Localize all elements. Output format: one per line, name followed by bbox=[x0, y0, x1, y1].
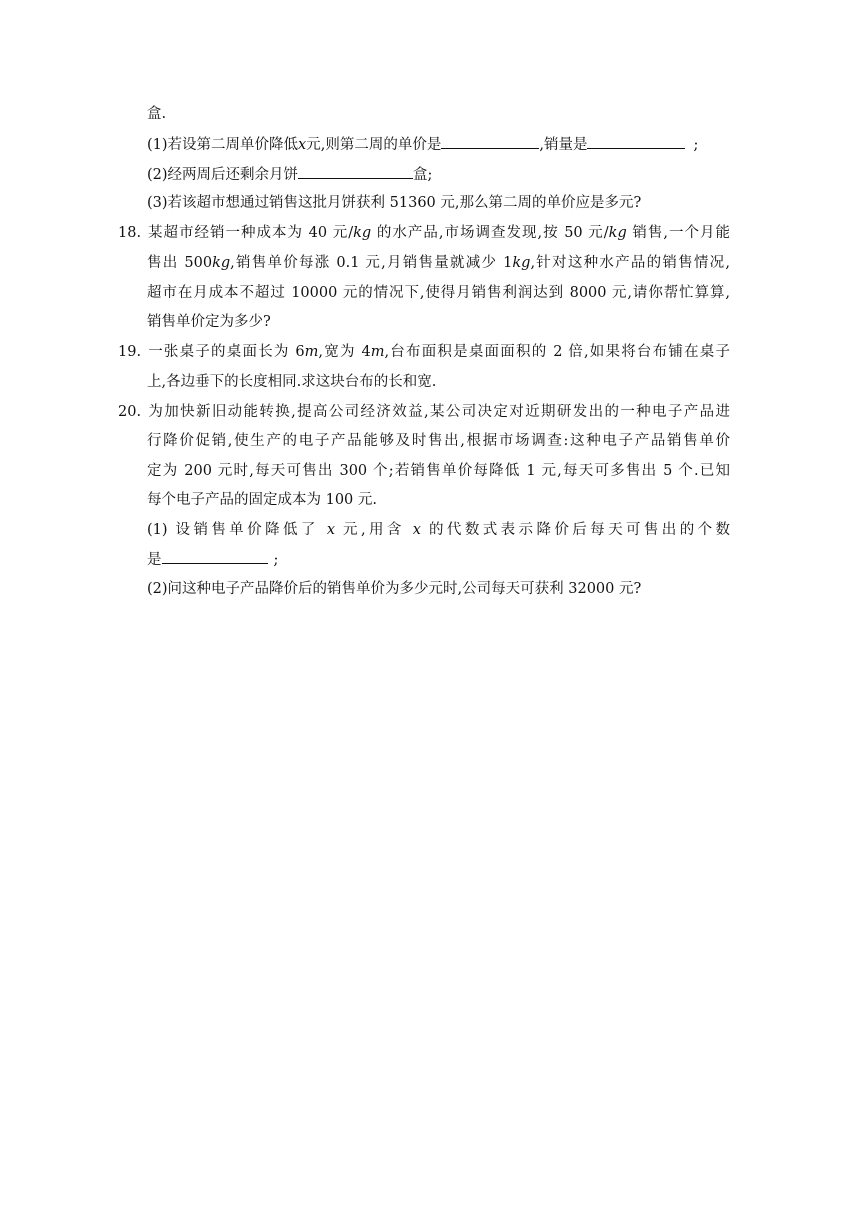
q20-line-2: 行降价促销,使生产的电子产品能够及时售出,根据市场调查:这种电子产品销售单价 bbox=[147, 433, 730, 449]
q19-line-1-text-b: ,宽为 4 bbox=[318, 344, 371, 360]
q17-part2-text-a: (2)经两周后还剩余月饼 bbox=[147, 167, 299, 183]
q19-number: 19. bbox=[118, 344, 142, 360]
q20-line-1-text: 为加快新旧动能转换,提高公司经济效益,某公司决定对近期研发出的一种电子产品进 bbox=[147, 404, 730, 420]
q17-part1 bbox=[147, 134, 698, 155]
q19-line-1 bbox=[118, 342, 730, 362]
q17-part1-text-c: ,销量是 bbox=[539, 137, 588, 153]
q17-part1-text-a: (1)若设第二周单价降低 bbox=[147, 137, 299, 153]
q20-part1-variable: x bbox=[412, 522, 421, 538]
q20-part1-continued bbox=[147, 549, 278, 570]
q20-number: 20. bbox=[118, 404, 142, 420]
q18-number: 18. bbox=[118, 225, 142, 241]
q20-line-1 bbox=[118, 402, 730, 422]
q20-part1-text-d: 是 bbox=[147, 552, 162, 568]
q20-part1-variable: x bbox=[326, 522, 336, 538]
q18-unit-kg: kg bbox=[212, 255, 231, 271]
q20-line-4: 每个电子产品的固定成本为 100 元. bbox=[147, 492, 378, 508]
q18-line-2-text-b: ,销售单价每涨 0.1 元,月销售量就减少 1 bbox=[230, 255, 513, 271]
q20-line-3: 定为 200 元时,每天可售出 300 个;若销售单价每降低 1 元,每天可多售出 5 个.已知 bbox=[147, 463, 730, 479]
q17-part1-text-b: 元,则第二周的单价是 bbox=[306, 137, 442, 153]
q19-unit-m: m bbox=[370, 344, 385, 360]
q19-line-2: 上,各边垂下的长度相同.求这块台布的长和宽. bbox=[147, 374, 437, 390]
q20-part1-text-a: (1) 设销售单价降低了 bbox=[147, 522, 327, 538]
q17-part2 bbox=[147, 164, 432, 185]
q20-part1-text-b: 元,用含 bbox=[335, 522, 413, 538]
q18-line-2-text-c: ,针对这种水产品的销售情况, bbox=[530, 255, 730, 271]
q17-part2-answer-blank[interactable] bbox=[298, 164, 413, 179]
q18-line-2-text-a: 售出 500 bbox=[147, 255, 213, 271]
q17-part1-answer-blank-price[interactable] bbox=[441, 134, 539, 149]
q20-part1 bbox=[147, 520, 730, 540]
q20-part1-text-c: 的代数式表示降价后每天可售出的个数 bbox=[420, 522, 731, 538]
q17-continuation: 盒. bbox=[147, 106, 167, 122]
q18-line-1-text-c: 销售,一个月能 bbox=[626, 225, 730, 241]
q17-part1-answer-blank-volume[interactable] bbox=[587, 134, 685, 149]
q18-unit-kg: kg bbox=[608, 225, 627, 241]
q18-line-3: 超市在月成本不超过 10000 元的情况下,使得月销售利润达到 8000 元,请你帮忙算算, bbox=[147, 285, 730, 301]
q19-line-1-text-c: ,台布面积是桌面面积的 2 倍,如果将台布铺在桌子 bbox=[384, 344, 730, 360]
q18-line-1-text-a: 某超市经销一种成本为 40 元/ bbox=[147, 225, 354, 241]
q20-part2: (2)问这种电子产品降价后的销售单价为多少元时,公司每天可获利 32000 元? bbox=[147, 581, 642, 597]
q17-part1-variable: x bbox=[298, 137, 307, 153]
q18-line-1 bbox=[118, 223, 730, 243]
q20-part1-end: ; bbox=[273, 552, 279, 568]
q19-unit-m: m bbox=[304, 344, 319, 360]
q18-line-4: 销售单价定为多少? bbox=[147, 314, 271, 330]
q18-line-2 bbox=[147, 253, 730, 273]
q18-unit-kg: kg bbox=[512, 255, 531, 271]
q20-part1-answer-blank[interactable] bbox=[162, 549, 268, 564]
q18-unit-kg: kg bbox=[353, 225, 372, 241]
q17-part2-text-b: 盒; bbox=[413, 167, 433, 183]
q19-line-1-text-a: 一张桌子的桌面长为 6 bbox=[147, 344, 305, 360]
q17-part3: (3)若该超市想通过销售这批月饼获利 51360 元,那么第二周的单价应是多元? bbox=[147, 195, 642, 211]
q17-part1-end: ; bbox=[693, 137, 699, 153]
q18-line-1-text-b: 的水产品,市场调查发现,按 50 元/ bbox=[371, 225, 609, 241]
